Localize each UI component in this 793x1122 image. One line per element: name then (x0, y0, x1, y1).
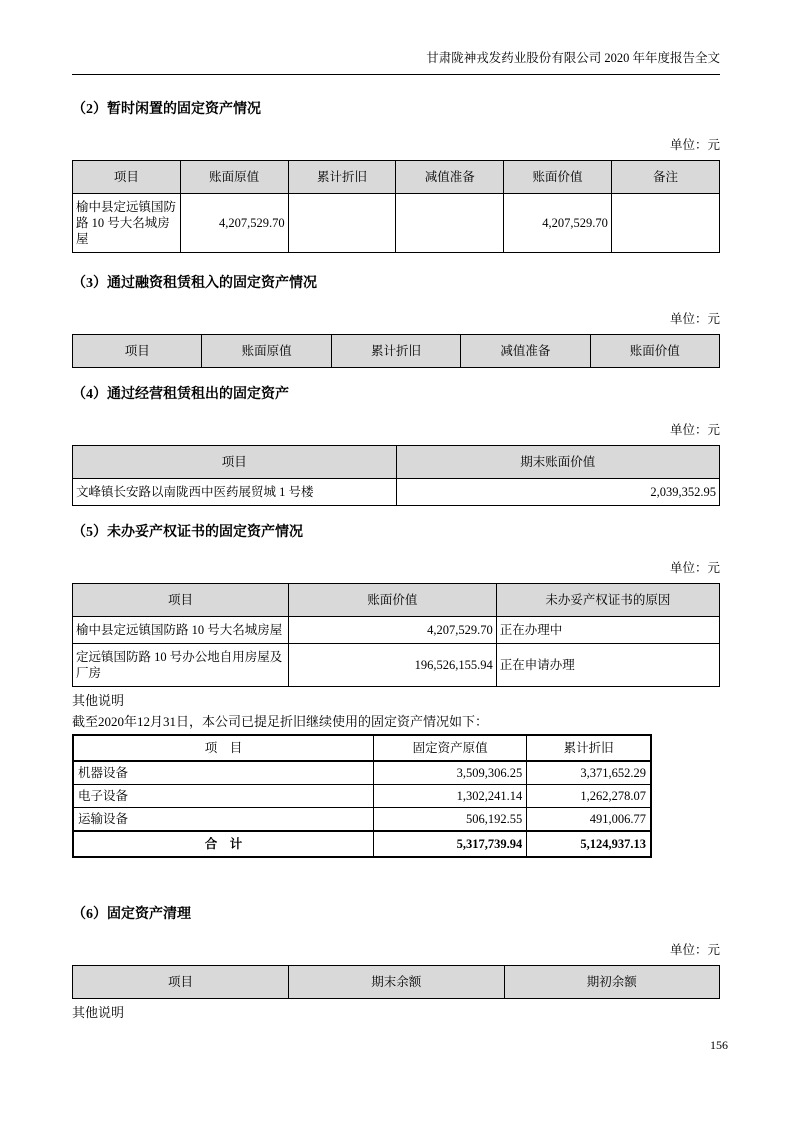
idle-fixed-assets-table (72, 160, 720, 253)
cell-impairment (396, 194, 504, 253)
col-header-impairment: 减值准备 (461, 335, 590, 368)
col-header-book-value: 账面价值 (289, 584, 497, 617)
col-header-impairment: 减值准备 (396, 161, 504, 194)
cell-original-value: 506,192.55 (374, 808, 527, 832)
col-header-original-value: 账面原值 (202, 335, 331, 368)
cell-book-value: 4,207,529.70 (289, 617, 497, 644)
assets-without-certificates-table (72, 583, 720, 687)
cell-accum-depreciation: 1,262,278.07 (527, 785, 651, 808)
table-total-row (73, 831, 651, 857)
other-note-label: 其他说明 (72, 1005, 125, 1020)
report-title: 甘肃陇神戎发药业股份有限公司 2020 年年度报告全文 (426, 51, 720, 65)
cell-item: 榆中县定远镇国防路 10 号大名城房屋 (73, 194, 181, 253)
col-header-item: 项目 (73, 335, 202, 368)
cell-item: 电子设备 (73, 785, 374, 808)
col-header-item: 项目 (73, 966, 289, 999)
cell-item: 文峰镇长安路以南陇西中医药展贸城 1 号楼 (73, 479, 397, 506)
table-row (73, 785, 651, 808)
page-number: 156 (710, 1038, 728, 1052)
col-header-ending-balance: 期末余额 (289, 966, 504, 999)
table-header-row (73, 335, 720, 368)
other-note-label: 其他说明 (72, 693, 125, 708)
cell-reason: 正在申请办理 (496, 644, 719, 687)
col-header-item: 项目 (73, 584, 289, 617)
cell-accum-depreciation (288, 194, 396, 253)
table-row (73, 761, 651, 785)
cell-original-value: 1,302,241.14 (374, 785, 527, 808)
cell-item: 机器设备 (73, 761, 374, 785)
cell-book-value: 4,207,529.70 (504, 194, 612, 253)
page-header (72, 50, 720, 75)
unit-label: 单位：元 (669, 561, 720, 575)
section-2-heading: （2）暂时闲置的固定资产情况 (72, 102, 261, 117)
fully-depreciated-assets-table (72, 734, 652, 858)
unit-label: 单位：元 (669, 943, 720, 957)
col-header-item: 项 目 (73, 735, 374, 761)
cell-ending-book-value: 2,039,352.95 (396, 479, 720, 506)
cell-book-value: 196,526,155.94 (289, 644, 497, 687)
unit-label: 单位：元 (669, 312, 720, 326)
cell-item: 榆中县定远镇国防路 10 号大名城房屋 (73, 617, 289, 644)
col-header-book-value: 账面价值 (504, 161, 612, 194)
cell-original-value: 4,207,529.70 (180, 194, 288, 253)
section-5-heading: （5）未办妥产权证书的固定资产情况 (72, 525, 303, 540)
col-header-book-value: 账面价值 (590, 335, 719, 368)
cell-original-value: 3,509,306.25 (374, 761, 527, 785)
cell-total-accum-depreciation: 5,124,937.13 (527, 831, 651, 857)
finance-lease-assets-table (72, 334, 720, 368)
table-row (73, 617, 720, 644)
col-header-item: 项目 (73, 446, 397, 479)
cell-item: 运输设备 (73, 808, 374, 832)
table-header-row (73, 584, 720, 617)
cell-remark (611, 194, 719, 253)
cell-accum-depreciation: 491,006.77 (527, 808, 651, 832)
cell-accum-depreciation: 3,371,652.29 (527, 761, 651, 785)
table-header-row (73, 161, 720, 194)
table-row (73, 644, 720, 687)
table-header-row (73, 735, 651, 761)
fixed-assets-disposal-table (72, 965, 720, 999)
table-row (73, 194, 720, 253)
depreciated-assets-note: 截至2020年12月31日，本公司已提足折旧继续使用的固定资产情况如下： (72, 714, 489, 729)
col-header-accum-depreciation: 累计折旧 (331, 335, 460, 368)
cell-total-original-value: 5,317,739.94 (374, 831, 527, 857)
table-row (73, 479, 720, 506)
col-header-beginning-balance: 期初余额 (504, 966, 719, 999)
col-header-ending-book-value: 期末账面价值 (396, 446, 720, 479)
cell-reason: 正在办理中 (496, 617, 719, 644)
col-header-accum-depreciation: 累计折旧 (288, 161, 396, 194)
col-header-reason: 未办妥产权证书的原因 (496, 584, 719, 617)
section-3-heading: （3）通过融资租赁租入的固定资产情况 (72, 276, 317, 291)
col-header-remark: 备注 (611, 161, 719, 194)
unit-label: 单位：元 (669, 423, 720, 437)
cell-total-label: 合 计 (73, 831, 374, 857)
col-header-original-value: 账面原值 (180, 161, 288, 194)
operating-lease-out-assets-table (72, 445, 720, 506)
section-6-heading: （6）固定资产清理 (72, 907, 191, 922)
table-row (73, 808, 651, 832)
col-header-original-value: 固定资产原值 (374, 735, 527, 761)
table-header-row (73, 446, 720, 479)
cell-item: 定远镇国防路 10 号办公地自用房屋及厂房 (73, 644, 289, 687)
section-4-heading: （4）通过经营租赁租出的固定资产 (72, 387, 289, 402)
col-header-accum-depreciation: 累计折旧 (527, 735, 651, 761)
unit-label: 单位：元 (669, 138, 720, 152)
col-header-item: 项目 (73, 161, 181, 194)
table-header-row (73, 966, 720, 999)
